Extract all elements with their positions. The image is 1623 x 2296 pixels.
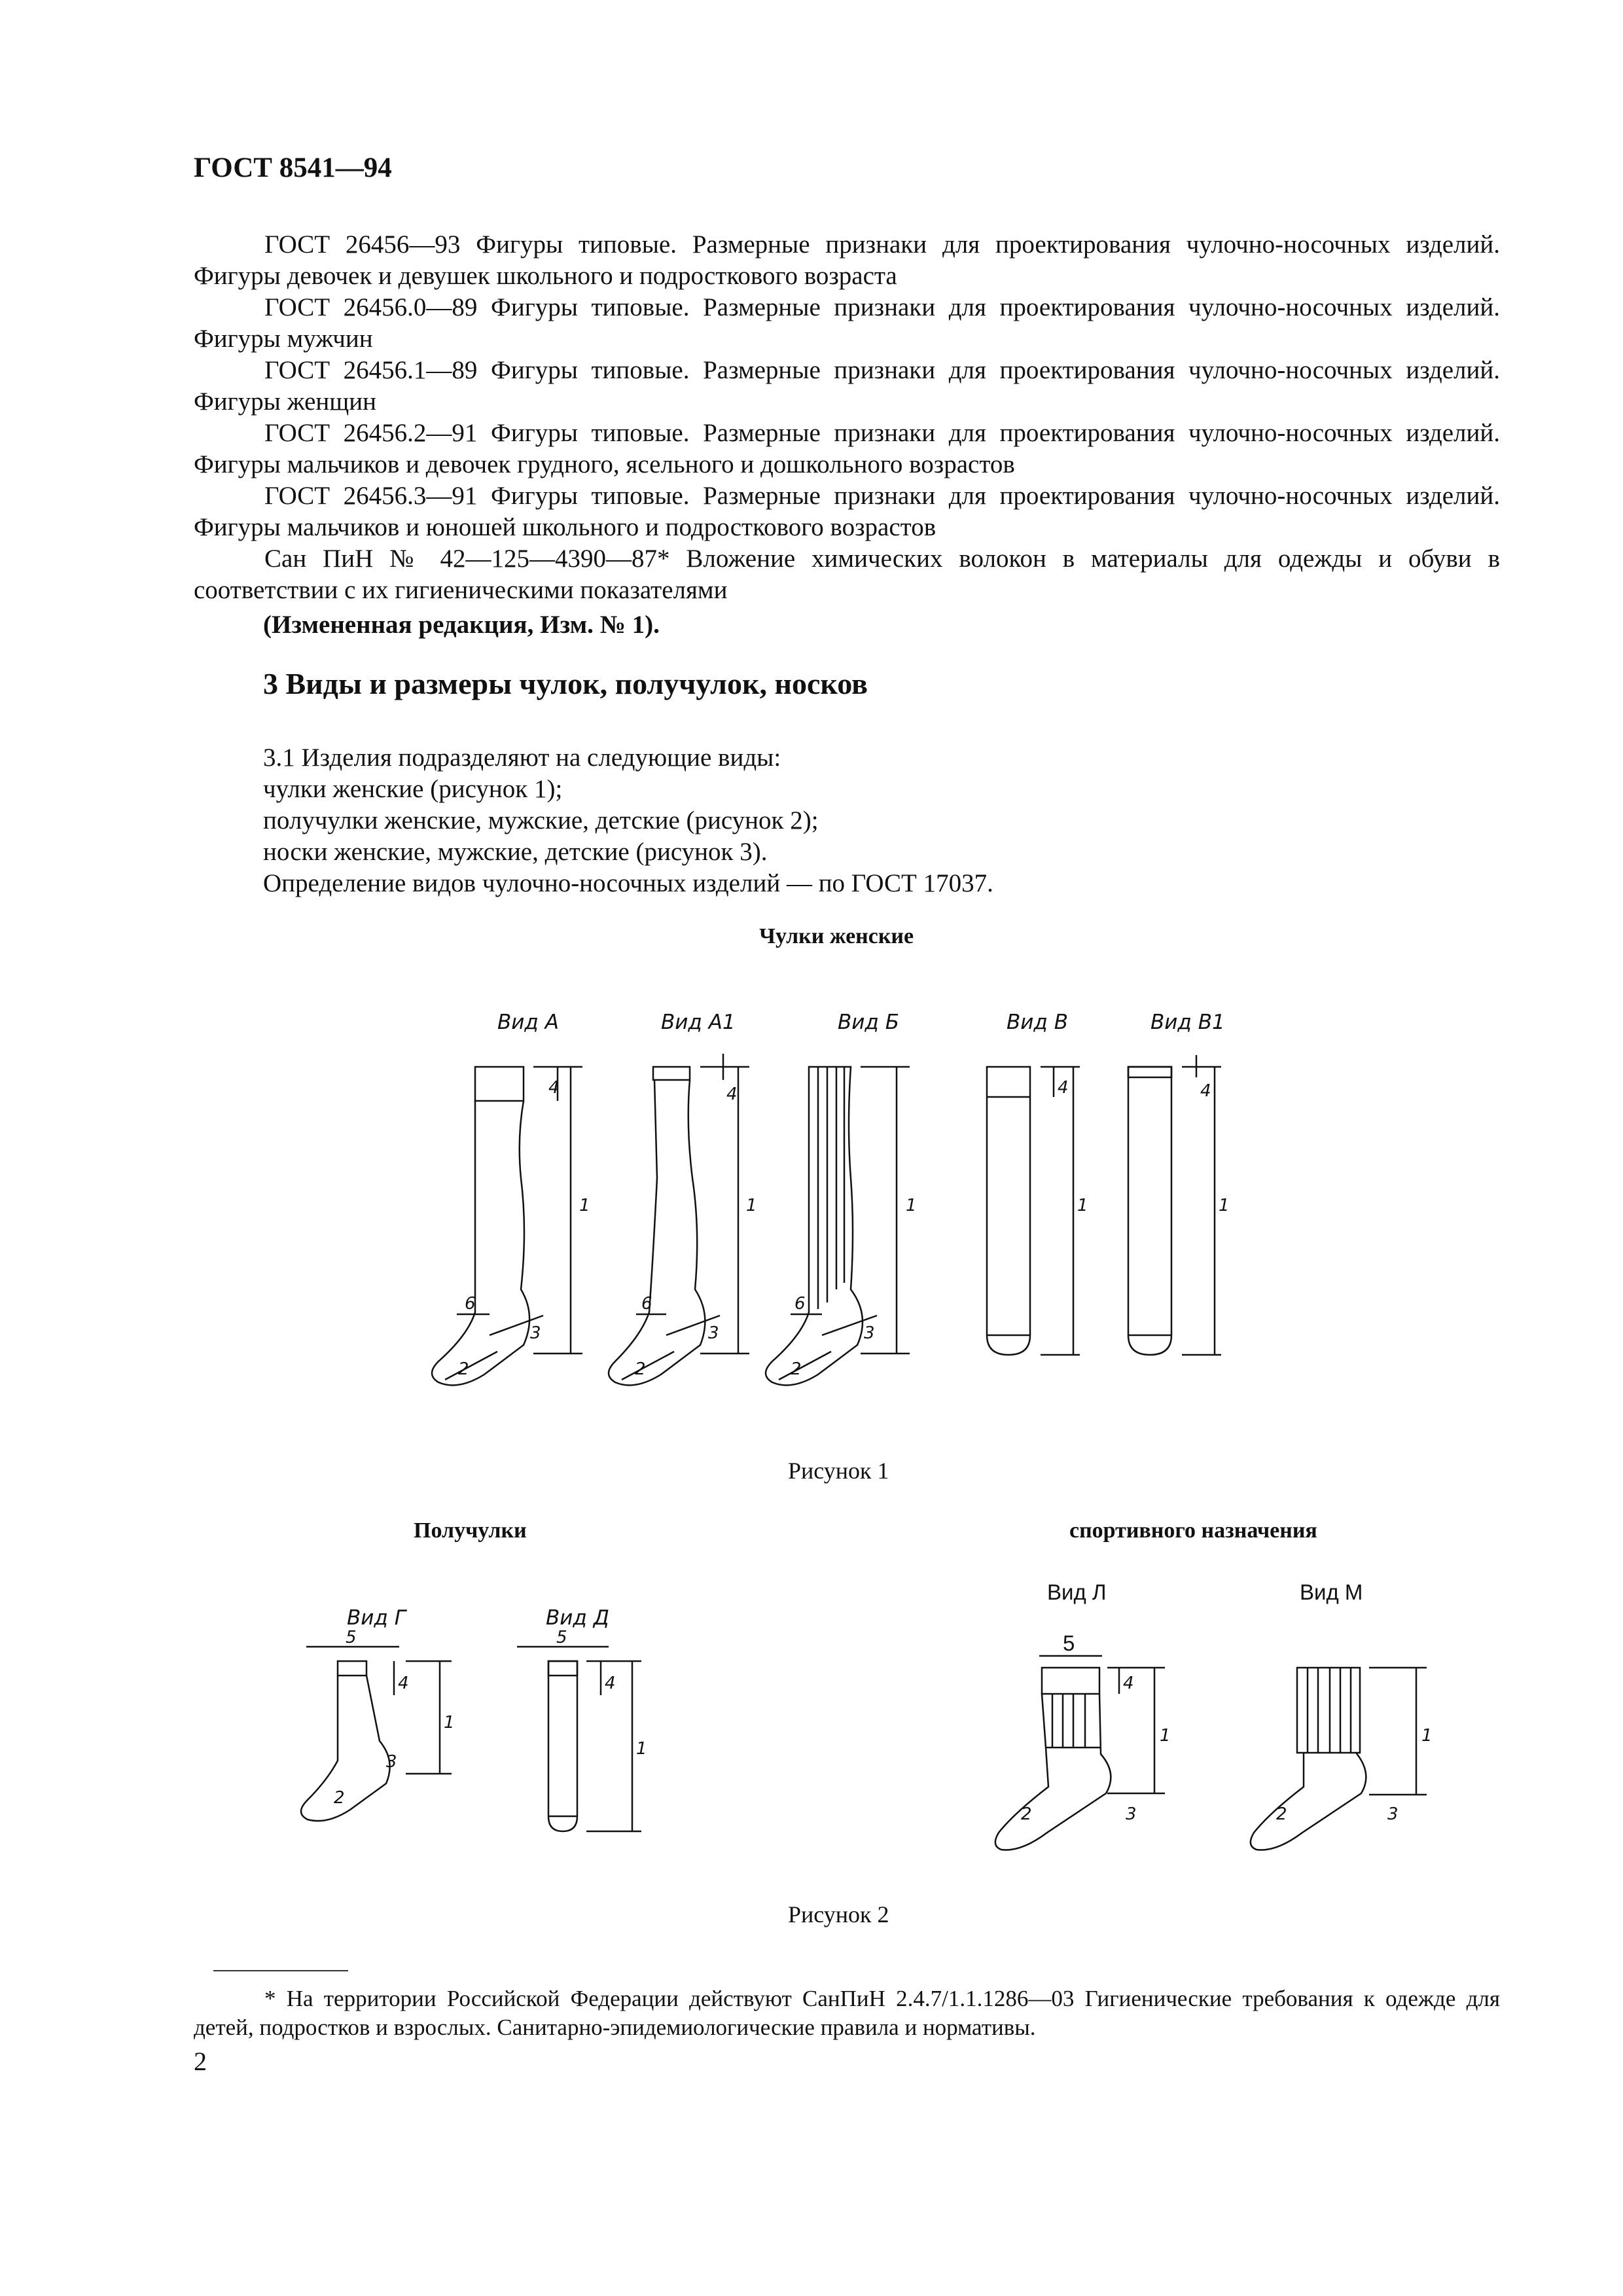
section-items (263, 742, 993, 899)
view-label: Вид А1 (661, 1011, 736, 1034)
stocking-v-drawing (987, 1067, 1080, 1355)
dim-label: 2 (791, 1359, 802, 1379)
footnote-divider (213, 1970, 348, 1971)
dim-label: 1 (444, 1713, 455, 1732)
section-item: получулки женские, мужские, детские (рисунок 2); (263, 806, 819, 834)
dim-label: 1 (579, 1196, 590, 1215)
dim-label: 4 (398, 1674, 409, 1693)
reference-item: ГОСТ 26456.2—91 Фигуры типовые. Размерные признаки для проектирования чулочно-носочных изделий. Фигуры мальчиков и девочек грудного, ясельного и дошкольного возрастов (194, 419, 1500, 478)
dim-label: 1 (636, 1739, 647, 1759)
dim-label: 4 (1200, 1081, 1211, 1101)
section-item: носки женские, мужские, детские (рисунок 3). (263, 838, 768, 866)
dim-label: 5 (1063, 1631, 1075, 1655)
dim-label: 2 (458, 1359, 469, 1379)
dim-label: 2 (1021, 1804, 1032, 1824)
dim-label: 2 (334, 1788, 345, 1808)
dim-label: 4 (726, 1085, 738, 1104)
reference-item: ГОСТ 26456.3—91 Фигуры типовые. Размерные признаки для проектирования чулочно-носочных изделий. Фигуры мальчиков и юношей школьного и подросткового возрастов (194, 482, 1500, 541)
dim-label: 3 (530, 1323, 541, 1343)
view-label: Вид В (1007, 1011, 1068, 1034)
section-title: 3 Виды и размеры чулок, получулок, носков (263, 667, 868, 700)
view-label: Вид Б (838, 1011, 899, 1034)
dim-label: 3 (386, 1752, 397, 1772)
reference-item: ГОСТ 26456.0—89 Фигуры типовые. Размерные признаки для проектирования чулочно-носочных изделий. Фигуры мужчин (194, 293, 1500, 353)
view-label: Вид В1 (1150, 1011, 1225, 1034)
section-item: Определение видов чулочно-носочных изделий — по ГОСТ 17037. (263, 869, 993, 897)
dim-label: 1 (1421, 1726, 1433, 1746)
dim-label: 4 (1058, 1078, 1069, 1098)
dim-label: 1 (1219, 1196, 1230, 1215)
figure2-drawing (275, 1558, 1453, 1885)
page-number: 2 (194, 2047, 207, 2076)
dim-label: 4 (605, 1674, 616, 1693)
figure2-right-title: спортивного назначения (1069, 1518, 1317, 1543)
section-item: 3.1 Изделия подразделяют на следующие виды: (263, 744, 781, 772)
reference-item: Сан ПиН № 42—125—4390—87* Вложение химических волокон в материалы для одежды и обуви в соответствии с их гигиеническими показателями (194, 545, 1500, 604)
dim-label: 5 (556, 1628, 567, 1647)
dim-label: 6 (641, 1294, 652, 1314)
dim-label: 6 (794, 1294, 806, 1314)
dim-label: 1 (1160, 1726, 1171, 1746)
dim-label: 4 (548, 1078, 560, 1098)
footnote: * На территории Российской Федерации действуют СанПиН 2.4.7/1.1.1286—03 Гигиенические требования к одежде для детей, подростков и взрослых. Санитарно-эпидемиологические правила и нормативы. (194, 1986, 1500, 2040)
references-list (194, 229, 1500, 606)
page-header: ГОСТ 8541—94 (194, 152, 392, 183)
dim-label: 5 (346, 1628, 357, 1647)
dim-label: 3 (864, 1323, 875, 1343)
dim-label: 3 (1126, 1804, 1137, 1824)
view-label: Вид М (1300, 1580, 1363, 1604)
dim-label: 1 (746, 1196, 757, 1215)
view-label: Вид Л (1047, 1580, 1107, 1604)
figure2-caption: Рисунок 2 (788, 1901, 889, 1928)
dim-label: 4 (1123, 1674, 1134, 1693)
view-label: Вид Д (546, 1606, 609, 1630)
dim-label: 2 (635, 1359, 646, 1379)
dim-label: 1 (1077, 1196, 1088, 1215)
dim-label: 6 (465, 1294, 476, 1314)
reference-item: ГОСТ 26456.1—89 Фигуры типовые. Размерные признаки для проектирования чулочно-носочных изделий. Фигуры женщин (194, 356, 1500, 416)
dim-label: 3 (708, 1323, 719, 1343)
dim-label: 3 (1387, 1804, 1399, 1824)
reference-item: ГОСТ 26456—93 Фигуры типовые. Размерные признаки для проектирования чулочно-носочных изделий. Фигуры девочек и девушек школьного и подросткового возраста (194, 230, 1500, 290)
stocking-a-drawing (432, 1067, 582, 1385)
dim-label: 2 (1276, 1804, 1287, 1824)
stocking-b-drawing (766, 1067, 910, 1385)
view-label: Вид А (497, 1011, 559, 1034)
figure1-title: Чулки женские (759, 924, 914, 948)
figure1-drawing (393, 982, 1309, 1440)
section-item: чулки женские (рисунок 1); (263, 775, 563, 803)
amendment-note: (Измененная редакция, Изм. № 1). (263, 611, 660, 639)
view-label: Вид Г (347, 1606, 406, 1630)
dim-label: 1 (906, 1196, 917, 1215)
figure1-caption: Рисунок 1 (788, 1458, 889, 1484)
figure2-left-title: Получулки (414, 1518, 527, 1543)
half-stocking-d-drawing (517, 1647, 641, 1831)
half-stocking-g-drawing (301, 1647, 452, 1821)
